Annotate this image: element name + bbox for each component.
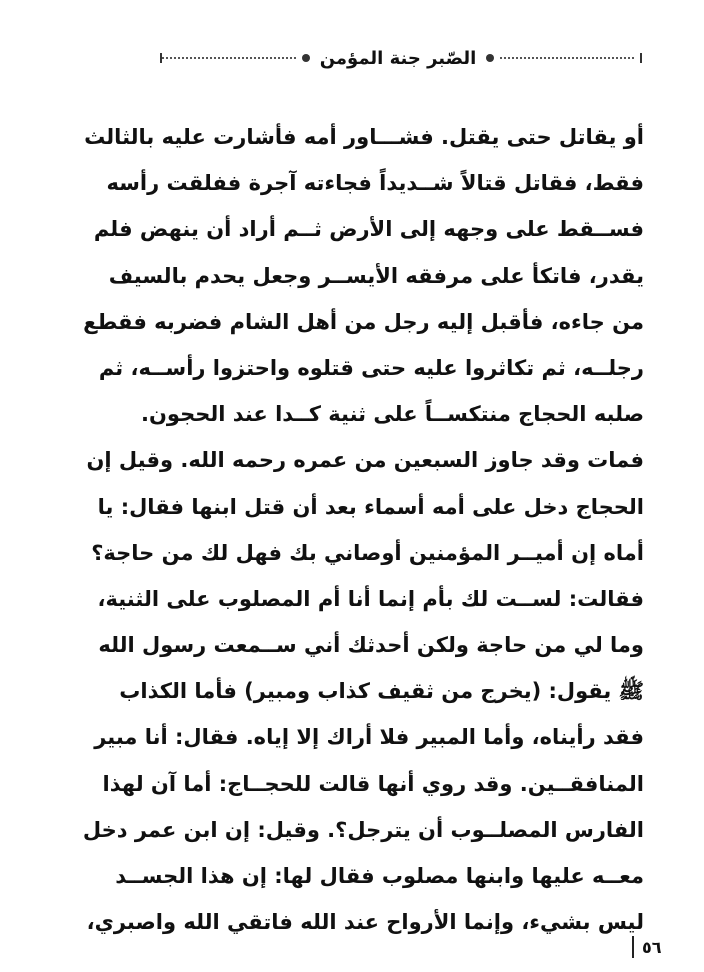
text-line: فمات وقد جاوز السبعين من عمره رحمه الله. وقيل إن — [86, 448, 644, 473]
text-line: رجلــه، ثم تكاثروا عليه حتى قتلوه واحتزوا رأســه، ثم — [98, 355, 644, 380]
page-number-value: ٥٦ — [642, 937, 662, 957]
running-header — [160, 38, 642, 78]
text-line: فقد رأيناه، وأما المبير فلا أراك إلا إياه. فقال: أنا مبير — [94, 725, 644, 750]
body-text — [82, 114, 644, 945]
text-line: أماه إن أميــر المؤمنين أوصاني بك فهل لك من حاجة؟ — [91, 540, 644, 565]
text-line: المنافقــين. وقد روي أنها قالت للحجــاج: أما آن لهذا — [102, 771, 644, 796]
header-ornament-dot — [302, 54, 310, 62]
text-line: معــه عليها وابنها مصلوب فقال لها: إن هذا الجســد — [115, 864, 644, 888]
header-dotted-rule — [500, 57, 634, 59]
header-end-tick — [160, 53, 162, 63]
text-line: ﷺ يقول: (يخرج من ثقيف كذاب ومبير) فأما الكذاب — [119, 679, 644, 704]
header-dotted-rule — [162, 57, 296, 59]
header-end-tick — [640, 53, 642, 63]
text-line: وما لي من حاجة ولكن أحدثك أني ســمعت رسول الله — [98, 633, 644, 658]
text-line: الحجاج دخل على أمه أسماء بعد أن قتل ابنها فقال: يا — [97, 494, 644, 519]
text-line: فســقط على وجهه إلى الأرض ثــم أراد أن ينهض فلم — [93, 217, 644, 242]
text-line: فقط، فقاتل قتالاً شــديداً فجاءته آجرة ففلقت رأسه — [106, 171, 644, 196]
page-number-divider — [632, 936, 634, 958]
text-line: يقدر، فاتكأ على مرفقه الأيســر وجعل يحدم بالسيف — [108, 263, 644, 288]
text-line: فقالت: لســت لك بأم إنما أنا أم المصلوب على الثنية، — [97, 586, 644, 611]
header-ornament-dot — [486, 54, 494, 62]
text-line: من جاءه، فأقبل إليه رجل من أهل الشام فضربه فقطع — [83, 309, 644, 334]
text-line: صلبه الحجاج منتكســاً على ثنية كــدا عند الحجون. — [141, 402, 644, 427]
text-line: ليس بشيء، وإنما الأرواح عند الله فاتقي الله واصبري، — [86, 910, 644, 935]
text-line: أو يقاتل حتى يقتل. فشـــاور أمه فأشارت عليه بالثالث — [84, 125, 644, 149]
text-line: الفارس المصلــوب أن يترجل؟. وقيل: إن ابن عمر دخل — [82, 817, 644, 842]
page-number — [632, 936, 662, 958]
running-title: الصّبر جنة المؤمن — [319, 47, 477, 69]
